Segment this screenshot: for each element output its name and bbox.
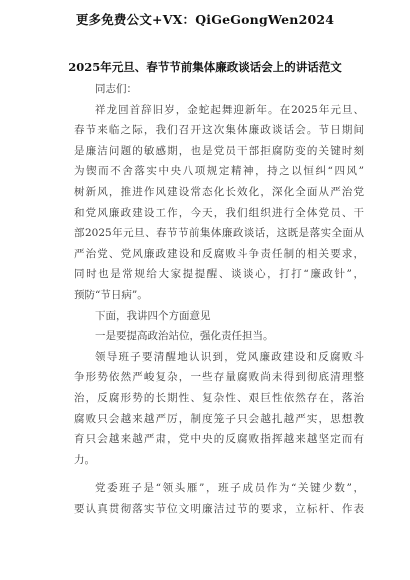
document-title: 2025年元旦、春节节前集体廉政谈话会上的讲话范文 — [68, 60, 342, 74]
section-heading: 一是要提高政治站位，强化责任担当。 — [95, 330, 274, 343]
document-body — [74, 79, 364, 519]
paragraph-line: 育只会越来越严肃，党中央的反腐败指挥越来越坚定而有 — [74, 433, 364, 446]
paragraph-line: 同时也是常规给大家提提醒、谈谈心，打打“廉政针”， — [74, 268, 364, 281]
paragraph-line: 为锲而不舍落实中央八项规定精神，持之以恒纠“四风” — [74, 165, 364, 178]
paragraph-line: 春节来临之际，我们召开这次集体廉政谈话会。节日期间 — [74, 124, 364, 137]
paragraph-line: 是廉洁问题的敏感期，也是党员干部拒腐防变的关键时刻 — [74, 144, 364, 157]
paragraph-line: 争形势依然严峻复杂，一些存量腐败尚未得到彻底清理整 — [74, 371, 364, 384]
greeting: 同志们： — [95, 83, 137, 95]
paragraph-line: 党委班子是“领头雁”，班子成员作为“关键少数”， — [95, 482, 364, 495]
paragraph-line: 树新风，推进作风建设常态化长效化，深化全面从严治党 — [74, 185, 364, 198]
paragraph-line: 和党风廉政建设工作，今天，我们组织进行全体党员、干 — [74, 206, 364, 219]
paragraph-line: 力。 — [74, 453, 95, 466]
paragraph-line: 要认真贯彻落实节位文明廉洁过节的要求，立标杆、作表 — [74, 502, 364, 515]
paragraph-line: 治，反腐形势的长期性、复杂性、艰巨性依然存在，落治 — [74, 391, 364, 404]
paragraph-line: 腐败只会越来越严厉，制度笼子只会越扎越严实，思想教 — [74, 412, 364, 425]
paragraph-line: 领导班子要清醒地认识到，党风廉政建设和反腐败斗 — [95, 350, 364, 363]
header-watermark-text: 更多免费公文+VX：QiGeGongWen2024 — [75, 12, 335, 27]
paragraph-line: 严治党、党风廉政建设和反腐败斗争责任制的相关要求， — [74, 247, 364, 260]
paragraph-line: 预防“节日病”。 — [74, 288, 148, 301]
paragraph-line: 部2025年元旦、春节节前集体廉政谈话，这既是落实全面从 — [74, 227, 364, 240]
section-intro: 下面，我讲四个方面意见 — [95, 309, 211, 322]
paragraph-gap — [74, 470, 364, 478]
paragraph-line: 祥龙回首辞旧岁，金蛇起舞迎新年。在2025年元旦、 — [95, 103, 364, 116]
